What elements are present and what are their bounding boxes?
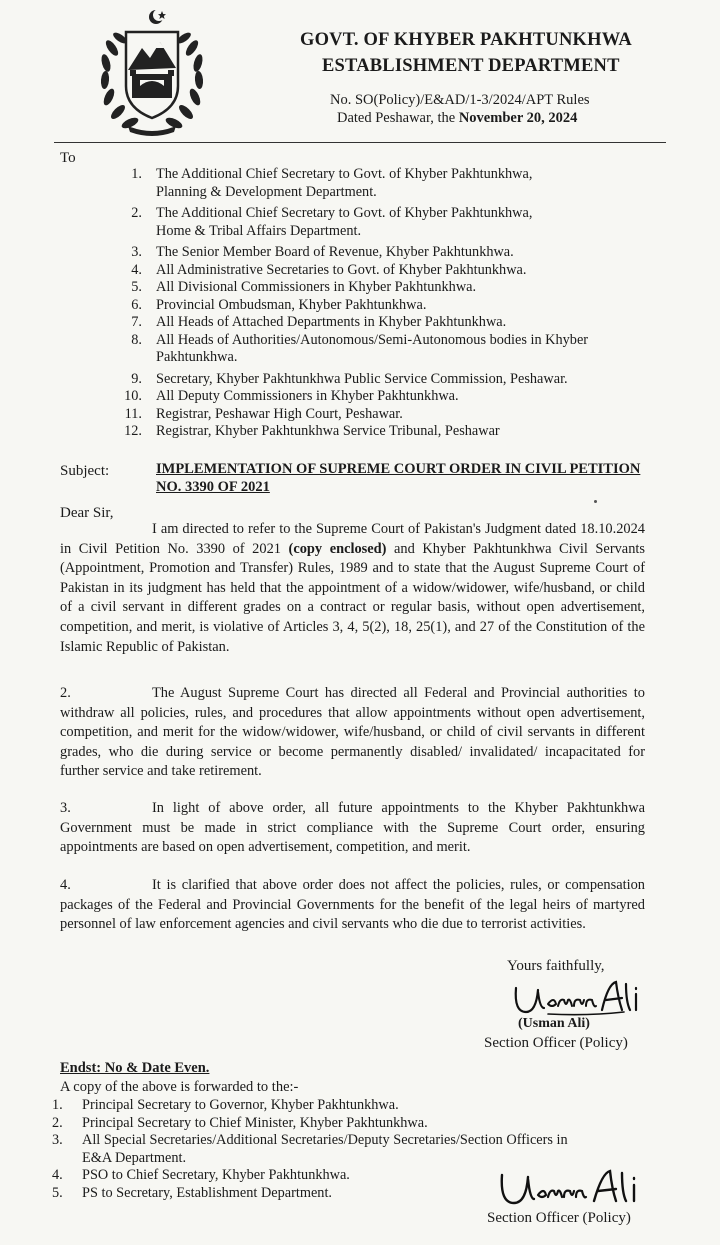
- list-item: 7. All Heads of Attached Departments in Khyber Pakhtunkhwa.: [131, 314, 507, 330]
- list-item: 10. All Deputy Commissioners in Khyber Pakhtunkhwa.: [124, 388, 459, 404]
- letter-date: [337, 110, 577, 127]
- endorsement-signatory-title: Section Officer (Policy): [487, 1210, 631, 1226]
- reference-number: No. SO(Policy)/E&AD/1-3/2024/APT Rules: [330, 92, 590, 108]
- list-item: 4. PSO to Chief Secretary, Khyber Pakhtunkhwa.: [52, 1167, 350, 1184]
- endorsement-label: Endst: No & Date Even.: [60, 1060, 210, 1076]
- closing-yours-faithfully: Yours faithfully,: [507, 958, 605, 974]
- list-item: 12. Registrar, Khyber Pakhtunkhwa Service Tribunal, Peshawar: [124, 423, 500, 439]
- paragraph-1: I am directed to refer to the Supreme Court of Pakistan's Judgment dated 18.10.2024 in Civil Petition No. 3390 of 2021 (copy enclosed) and Khyber Pakhtunkhwa Civil Servants (Appointment, Promotion and Transfer) Rules, 1989 and to state that the August Supreme Court of Pakistan in its judgment has held that the appointment of a widow/widower, wife/husband, or child of a civil servant in different grades on a contract or regular basis, without open advertisement, competition, and merit, is violative of Articles 3, 4, 5(2), 18, 25(1), and 27 of the Constitution of the Islamic Republic of Pakistan.: [60, 521, 645, 655]
- subject-label: Subject:: [60, 463, 110, 479]
- paragraph-4: 4. It is clarified that above order does not affect the policies, rules, or compensation packages of the Federal and Provincial Governments for the benefit of the legal heirs of martyred personnel of law enforcement agencies and civil servants who die due to terrorist activities.: [60, 877, 645, 933]
- list-item: 5. PS to Secretary, Establishment Department.: [52, 1184, 333, 1201]
- header-divider: [54, 142, 666, 143]
- list-item: 5. All Divisional Commissioners in Khyber Pakhtunkhwa.: [131, 279, 477, 295]
- list-item: 1. The Additional Chief Secretary to Govt. of Khyber Pakhtunkhwa, Planning & Development Department.: [131, 166, 533, 200]
- list-item: 6. Provincial Ombudsman, Khyber Pakhtunkhwa.: [131, 296, 427, 313]
- letterhead-department: ESTABLISHMENT DEPARTMENT: [322, 56, 620, 76]
- addressee-list: [60, 166, 660, 441]
- list-item: 2. Principal Secretary to Chief Minister, Khyber Pakhtunkhwa.: [52, 1114, 428, 1131]
- list-item: 3. The Senior Member Board of Revenue, Khyber Pakhtunkhwa.: [131, 244, 514, 260]
- list-item: 2. The Additional Chief Secretary to Govt. of Khyber Pakhtunkhwa, Home & Tribal Affairs Department.: [131, 205, 533, 239]
- subject-text: IMPLEMENTATION OF SUPREME COURT ORDER IN CIVIL PETITION NO. 3390 OF 2021: [156, 461, 641, 495]
- paragraph-2: 2. The August Supreme Court has directed all Federal and Provincial authorities to withdraw all policies, rules, and procedures that allow appointments without open advertisement, competition, and merit for the widow/widower, wife/husband, or child of civil servants in different grades, who die during service or become permanently disabled/ invalidated/ incapacitated for further service and take retirement.: [60, 685, 645, 780]
- to-label: To: [60, 150, 76, 166]
- date-value: November 20, 2024: [458, 110, 578, 126]
- list-item: 11. Registrar, Peshawar High Court, Peshawar.: [124, 405, 403, 422]
- list-item: 1. Principal Secretary to Governor, Khyber Pakhtunkhwa.: [52, 1097, 399, 1113]
- kp-government-emblem-icon: [92, 8, 212, 138]
- list-item: 9. Secretary, Khyber Pakhtunkhwa Public Service Commission, Peshawar.: [131, 370, 568, 387]
- letterhead-government: GOVT. OF KHYBER PAKHTUNKHWA: [300, 30, 632, 50]
- paragraph-3: 3. In light of above order, all future appointments to the Khyber Pakhtunkhwa Government must be made in strict compliance with the Supreme Court order, ensuring appointments are based on open advertisement, competition, and merit.: [60, 800, 645, 856]
- endorsement-intro: A copy of the above is forwarded to the:-: [60, 1079, 299, 1095]
- stray-mark: [594, 500, 597, 503]
- salutation: Dear Sir,: [60, 505, 114, 521]
- list-item: 4. All Administrative Secretaries to Govt. of Khyber Pakhtunkhwa.: [131, 261, 527, 278]
- date-prefix: Dated Peshawar, the: [337, 110, 459, 126]
- list-item: 8. All Heads of Authorities/Autonomous/Semi-Autonomous bodies in Khyber Pakhtunkhwa.: [131, 331, 589, 365]
- signatory-name: (Usman Ali): [518, 1016, 590, 1031]
- handwritten-signature: [508, 978, 648, 1020]
- handwritten-signature: [494, 1165, 654, 1213]
- list-item: 3. All Special Secretaries/Additional Secretaries/Deputy Secretaries/Section Officers in E&A Department.: [52, 1132, 568, 1166]
- signatory-title: Section Officer (Policy): [484, 1035, 628, 1051]
